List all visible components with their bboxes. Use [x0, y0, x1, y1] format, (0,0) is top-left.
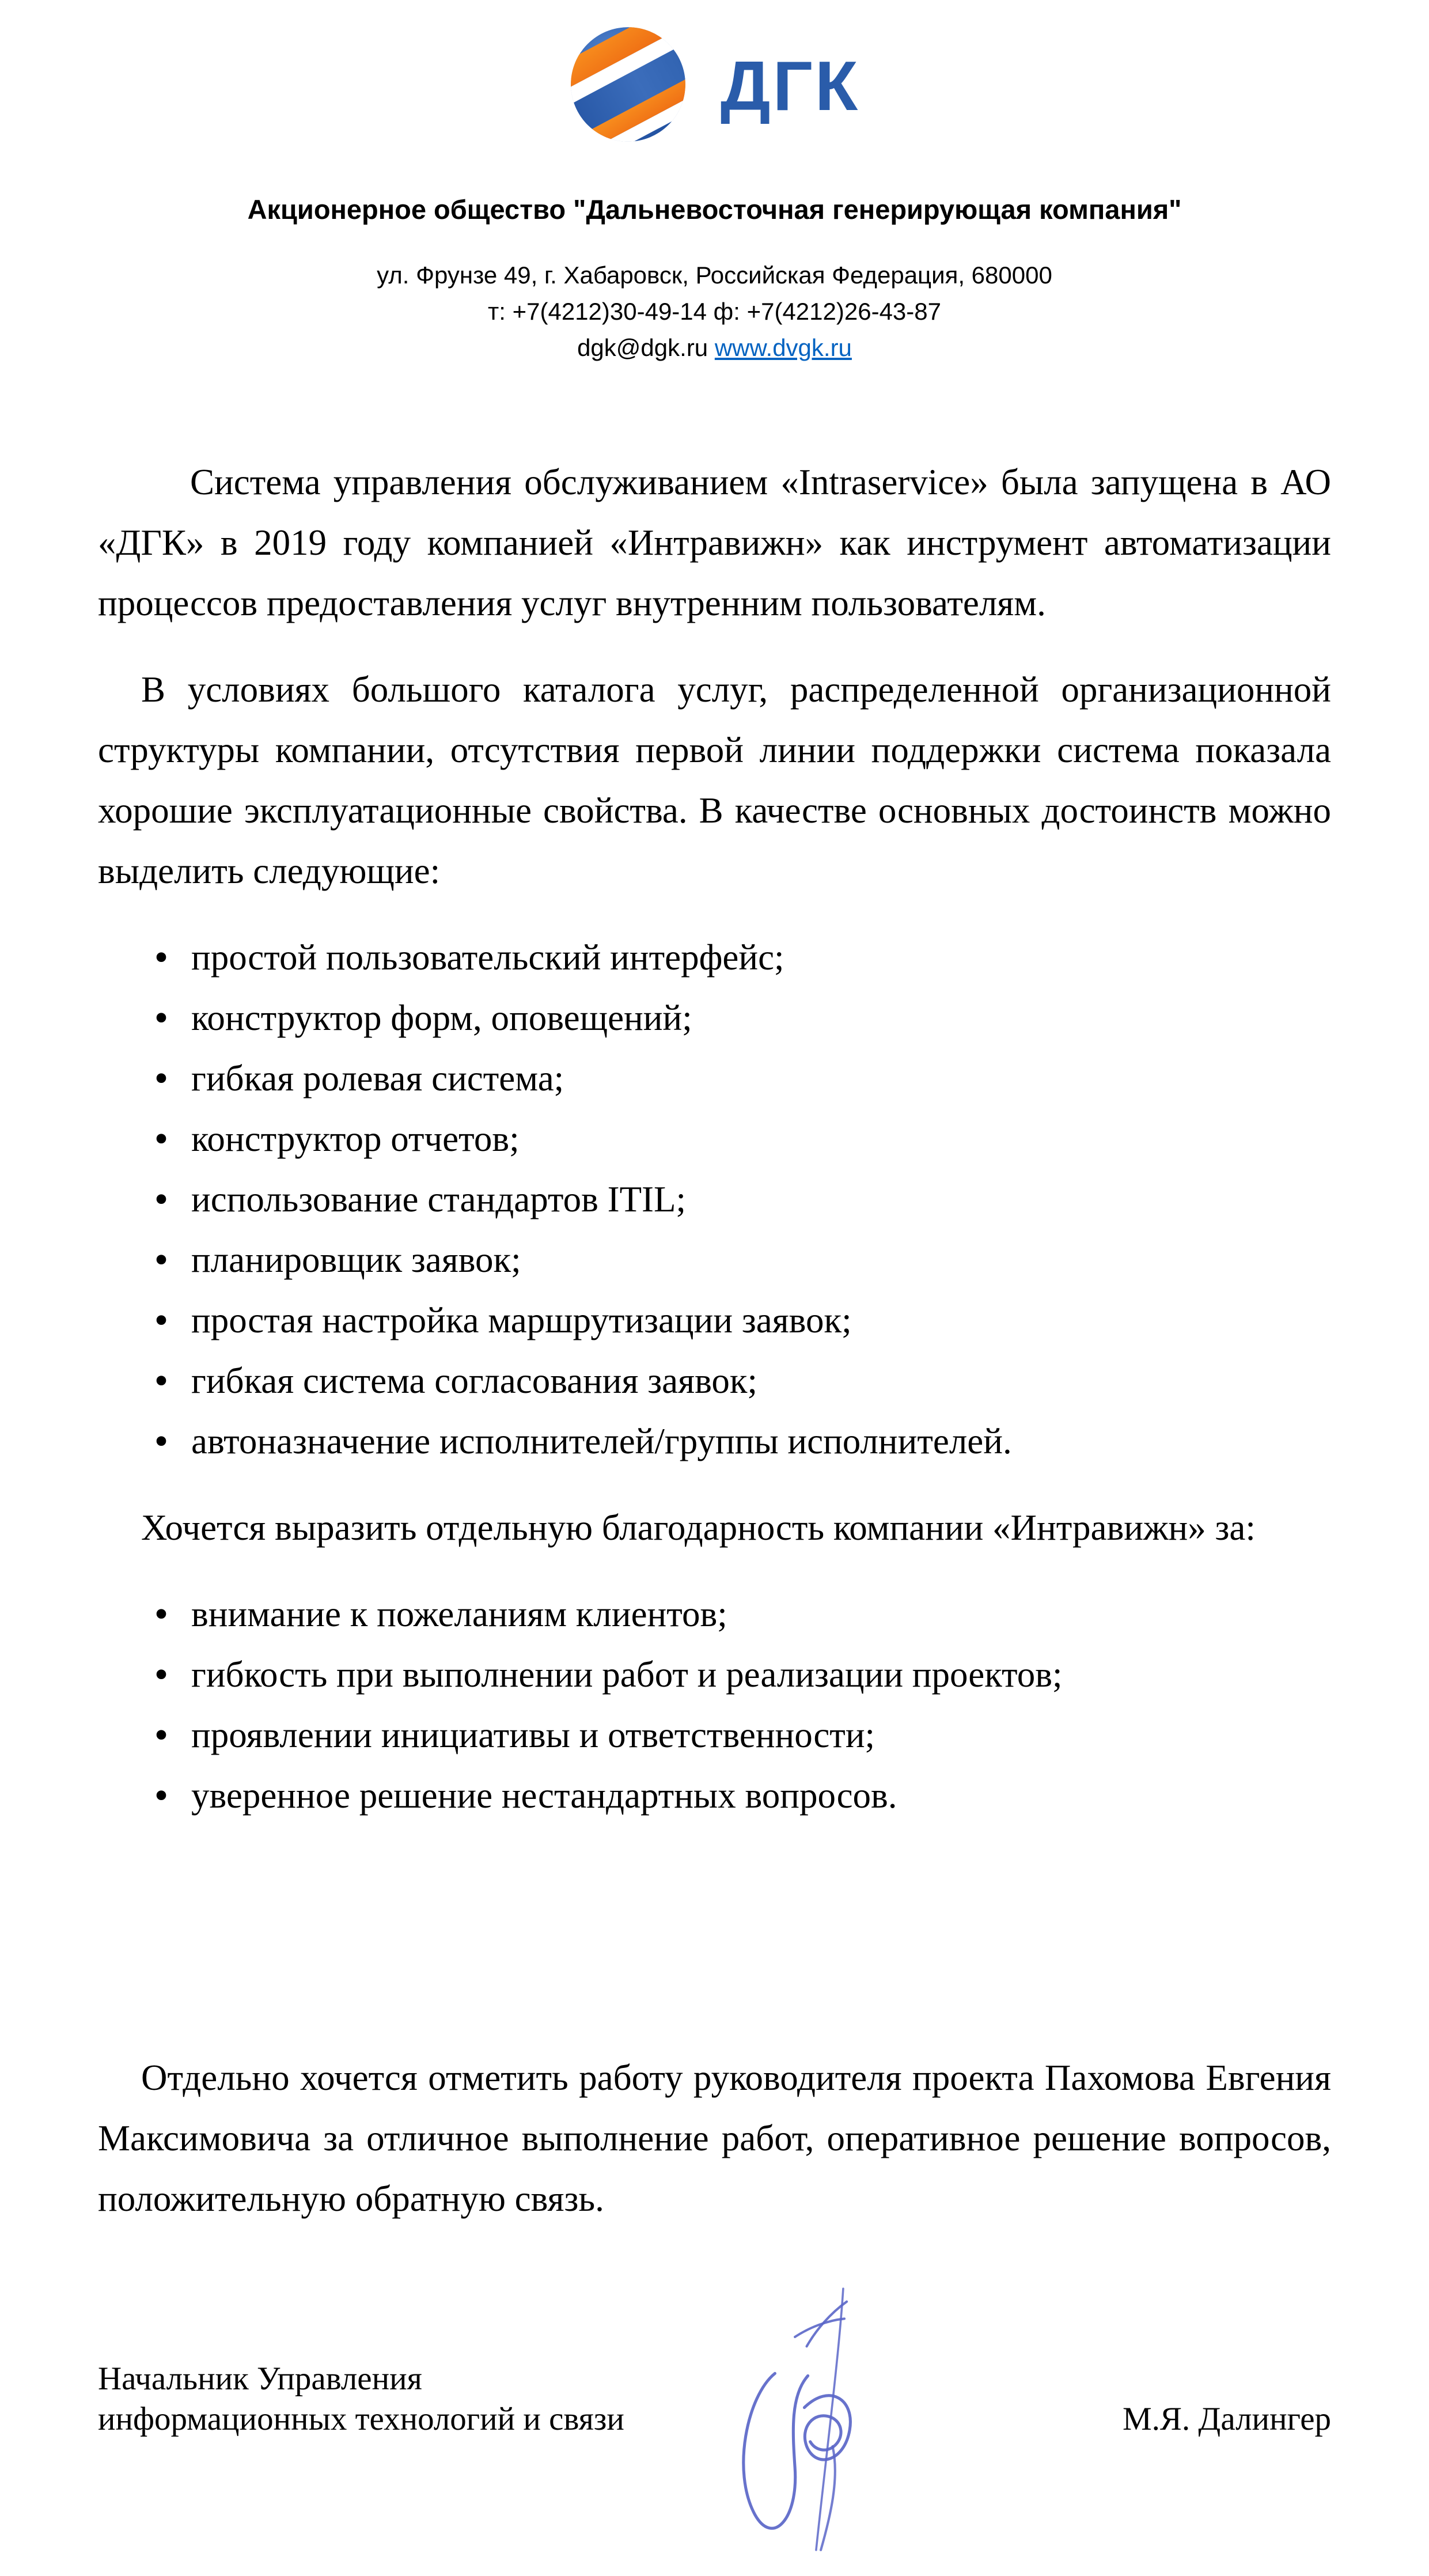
list-item: [144, 1109, 1331, 1169]
list-item: [144, 1351, 1331, 1411]
list-item: [144, 988, 1331, 1048]
list-item: [144, 1048, 1331, 1109]
company-name: Акционерное общество "Дальневосточная генерирующая компания": [247, 194, 1182, 225]
bullet-icon: [144, 1351, 179, 1412]
bullet-icon: [144, 1411, 179, 1473]
bullet-icon: [144, 927, 179, 989]
handwritten-signature-image: [720, 2284, 916, 2555]
list-item: [144, 1766, 1331, 1826]
list-item: [144, 927, 1331, 988]
list-item-text: проявлении инициативы и ответственности;: [191, 1715, 875, 1755]
address-line: ул. Фрунзе 49, г. Хабаровск, Российская Федерация, 680000: [377, 262, 1052, 289]
advantages-list: [98, 927, 1331, 1472]
company-logo: [98, 23, 1331, 145]
signature-block: [98, 2359, 1331, 2439]
list-item: [144, 1411, 1331, 1472]
website-link[interactable]: www.dvgk.ru: [714, 334, 852, 361]
bullet-icon: [144, 1766, 179, 1827]
list-item-text: гибкая ролевая система;: [191, 1058, 564, 1098]
signer-position-line2: информационных технологий и связи: [98, 2401, 624, 2437]
paragraph-thanks-intro: Хочется выразить отдельную благодарность компании «Интравижн» за:: [141, 1507, 1256, 1548]
list-item-text: простой пользовательский интерфейс;: [191, 937, 784, 978]
signer-position: [98, 2359, 624, 2439]
list-item-text: гибкость при выполнении работ и реализации проектов;: [191, 1654, 1063, 1695]
bullet-icon: [144, 1645, 179, 1706]
list-item: [144, 1705, 1331, 1766]
list-item-text: использование стандартов ITIL;: [191, 1179, 687, 1219]
phone-fax-line: т: +7(4212)30-49-14 ф: +7(4212)26-43-87: [488, 298, 941, 325]
paragraph-project-manager: Отдельно хочется отметить работу руководителя проекта Пахомова Евгения Максимовича за отличное выполнение работ, оперативное решение вопросов, положительную обратную связь.: [98, 2058, 1331, 2219]
bullet-icon: [144, 1169, 179, 1231]
letter-body: [98, 452, 1331, 2439]
bullet-icon: [144, 1705, 179, 1767]
bullet-icon: [144, 1230, 179, 1291]
signer-name: М.Я. Далингер: [1122, 2401, 1331, 2437]
company-contacts: [98, 257, 1331, 366]
email-website-line: [98, 329, 1331, 366]
bullet-icon: [144, 1048, 179, 1110]
thanks-list: [98, 1584, 1331, 1826]
list-item: [144, 1169, 1331, 1230]
bullet-icon: [144, 1109, 179, 1170]
paragraph-intro: Система управления обслуживанием «Intraservice» была запущена в АО «ДГК» в 2019 году компанией «Интравижн» как инструмент автоматизации процессов предоставления услуг внутренним пользователям.: [98, 462, 1331, 623]
list-item: [144, 1230, 1331, 1290]
list-item: [144, 1645, 1331, 1705]
list-item-text: простая настройка маршрутизации заявок;: [191, 1300, 852, 1340]
list-item-text: гибкая система согласования заявок;: [191, 1361, 757, 1401]
list-item-text: внимание к пожеланиям клиентов;: [191, 1594, 727, 1634]
paragraph-conditions: В условиях большого каталога услуг, распределенной организационной структуры компании, отсутствия первой линии поддержки система показала хорошие эксплуатационные свойства. В качестве основных достоинств можно выделить следующие:: [98, 669, 1331, 891]
list-item-text: автоназначение исполнителей/группы исполнителей.: [191, 1421, 1012, 1461]
logo-wordmark: ДГК: [720, 47, 861, 125]
list-item-text: планировщик заявок;: [191, 1240, 521, 1280]
list-item-text: уверенное решение нестандартных вопросов.: [191, 1775, 897, 1816]
bullet-icon: [144, 988, 179, 1050]
bullet-icon: [144, 1290, 179, 1352]
list-item-text: конструктор форм, оповещений;: [191, 998, 692, 1038]
email-text: dgk@dgk.ru: [577, 334, 708, 361]
list-item: [144, 1584, 1331, 1645]
signer-position-line1: Начальник Управления: [98, 2361, 422, 2397]
list-item: [144, 1290, 1331, 1351]
list-item-text: конструктор отчетов;: [191, 1119, 520, 1159]
bullet-icon: [144, 1584, 179, 1646]
dgk-sphere-logo-icon: [569, 25, 687, 143]
